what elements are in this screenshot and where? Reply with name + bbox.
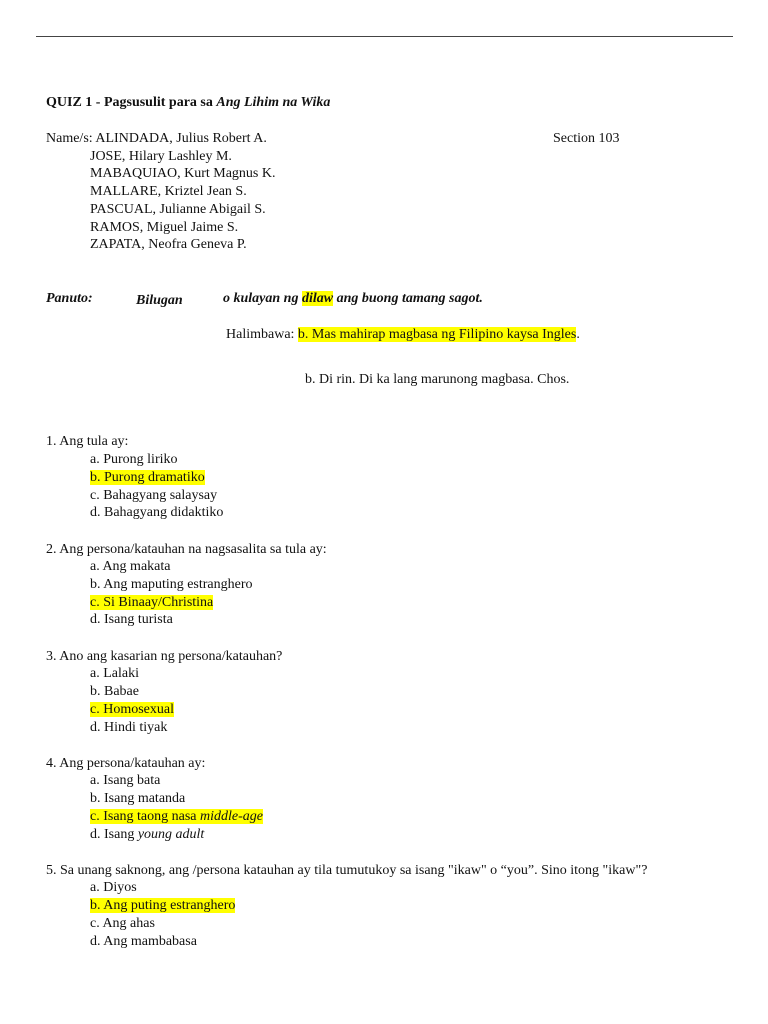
choice-correct: c. Si Binaay/Christina [90,595,214,610]
choice-correct: c. Homosexual [90,702,174,717]
choice: d. Isang turista [90,612,173,627]
choice: d. Ang mambabasa [90,934,197,949]
choice-text: d. Isang [90,827,138,842]
name-item: ZAPATA, Neofra Geneva P. [90,237,247,252]
choice [90,827,204,842]
quiz-title-work: Ang Lihim na Wika [216,95,331,110]
choice: a. Isang bata [90,773,161,788]
names-first-line [46,130,267,147]
instructions-word: Bilugan [136,293,183,308]
choice: d. Hindi tiyak [90,720,168,735]
example-line [226,326,580,343]
name-item: JOSE, Hilary Lashley M. [90,149,232,164]
section-label: Section 103 [553,131,620,146]
question-2: 2. Ang persona/katauhan na nagsasalita sa tula ay: [46,542,327,557]
top-rule [36,36,733,37]
question-4: 4. Ang persona/katauhan ay: [46,756,206,771]
choice: b. Ang maputing estranghero [90,577,253,592]
instructions-highlight: dilaw [301,291,334,306]
example-alt: b. Di rin. Di ka lang marunong magbasa. Chos. [305,372,570,387]
choice-italic-text: middle-age [200,809,264,824]
example-label: Halimbawa: [226,327,298,342]
choice-correct [90,809,263,824]
choice: a. Lalaki [90,666,139,681]
choice: b. Babae [90,684,139,699]
question-3: 3. Ano ang kasarian ng persona/katauhan? [46,649,283,664]
example-answer: b. Mas mahirap magbasa ng Filipino kaysa Ingles [297,327,577,342]
choice-text: c. Isang taong nasa [90,809,201,824]
names-label: Name/s: [46,131,96,146]
choice: d. Bahagyang didaktiko [90,505,224,520]
choice: a. Diyos [90,880,137,895]
instructions-label: Panuto: [46,291,93,306]
instructions-text-before: o kulayan ng [223,291,302,306]
choice-correct: b. Purong dramatiko [90,470,205,485]
name-item: MALLARE, Kriztel Jean S. [90,184,247,199]
name-item: PASCUAL, Julianne Abigail S. [90,202,266,217]
instructions-text [223,290,483,307]
name-item: ALINDADA, Julius Robert A. [95,131,267,146]
choice: a. Purong liriko [90,452,178,467]
name-item: MABAQUIAO, Kurt Magnus K. [90,166,276,181]
choice-italic-text: young adult [137,827,205,842]
quiz-title [46,94,330,111]
choice: c. Bahagyang salaysay [90,488,218,503]
question-1: 1. Ang tula ay: [46,434,129,449]
choice: a. Ang makata [90,559,171,574]
instructions-text-after: ang buong tamang sagot. [333,291,483,306]
choice-correct: b. Ang puting estranghero [90,898,236,913]
quiz-title-prefix: QUIZ 1 - Pagsusulit para sa [46,95,217,110]
name-item: RAMOS, Miguel Jaime S. [90,220,239,235]
choice: b. Isang matanda [90,791,186,806]
question-5: 5. Sa unang saknong, ang /persona katauhan ay tila tumutukoy sa isang "ikaw" o “you”. Sino itong "ikaw"? [46,863,648,878]
example-answer-tail: . [576,327,580,342]
choice: c. Ang ahas [90,916,155,931]
